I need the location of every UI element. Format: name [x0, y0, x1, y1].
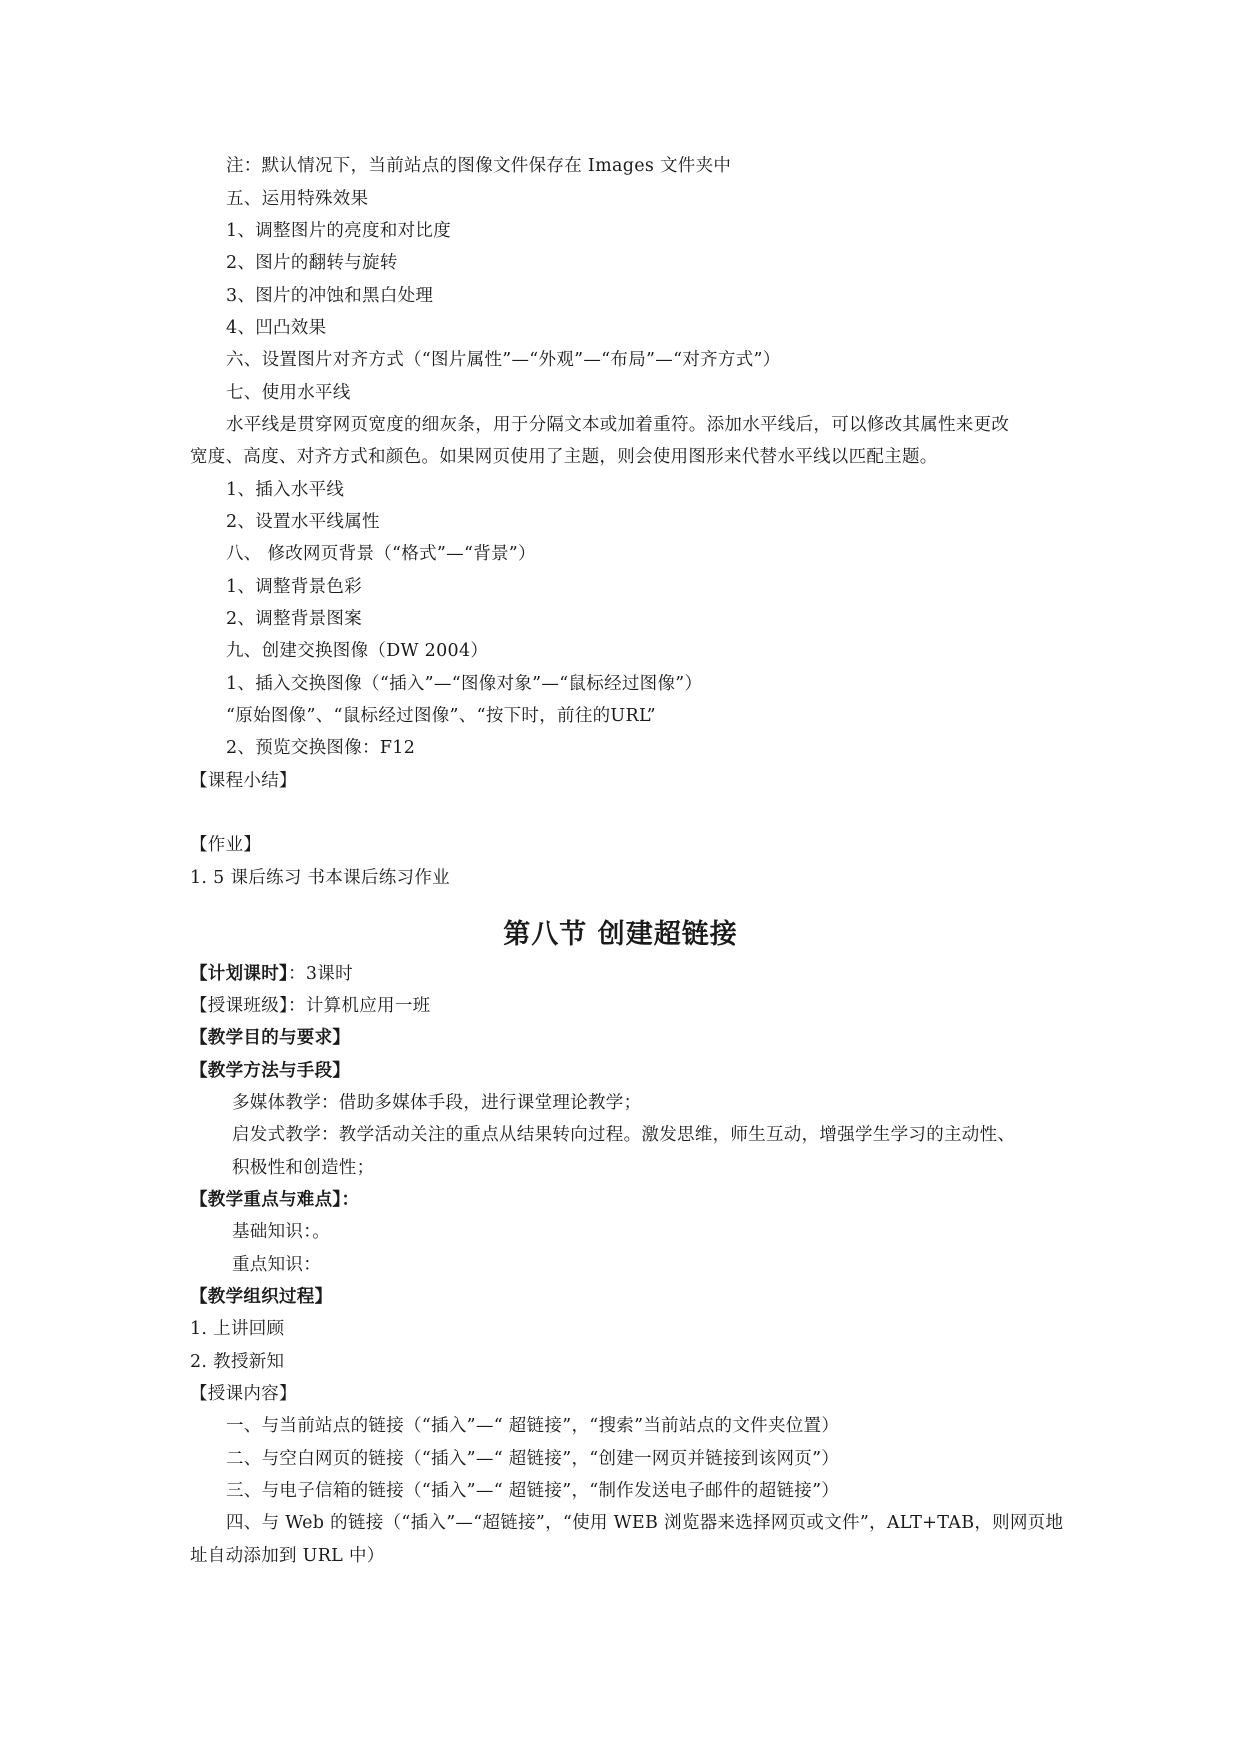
content-item-cont: 址自动添加到 URL 中）	[190, 1546, 385, 1566]
paragraph-line: 水平线是贯穿网页宽度的细灰条，用于分隔文本或加着重符。添加水平线后，可以修改其属性来更改	[226, 415, 1010, 435]
content-item: 二、与空白网页的链接（“插入”—“ 超链接”，“创建一网页并链接到该网页”）	[226, 1449, 840, 1469]
plan-label: 【计划课时】	[190, 964, 289, 984]
list-item: 4、凹凸效果	[226, 318, 327, 338]
list-item: 2、预览交换图像：F12	[226, 738, 416, 758]
heading-special-effects: 五、运用特殊效果	[226, 189, 369, 209]
process-item: 2. 教授新知	[190, 1352, 285, 1372]
key-points-line	[190, 1189, 359, 1211]
content-heading: 【授课内容】	[190, 1384, 297, 1404]
list-item: 2、设置水平线属性	[226, 512, 380, 532]
homework-heading: 【作业】	[190, 835, 262, 855]
process-heading: 【教学组织过程】	[190, 1287, 333, 1307]
note-line: 注：默认情况下，当前站点的图像文件保存在 Images 文件夹中	[226, 156, 732, 176]
heading-background: 八、 修改网页背景（“格式”—“背景”）	[226, 544, 536, 564]
homework-item: 1. 5 课后练习 书本课后练习作业	[190, 868, 450, 888]
key-knowledge: 重点知识：	[232, 1255, 321, 1275]
heading-horizontal-line: 七、使用水平线	[226, 383, 351, 403]
method-item: 积极性和创造性；	[232, 1158, 375, 1178]
plan-value: ：3课时	[288, 964, 353, 984]
list-item: 2、调整背景图案	[226, 609, 363, 629]
list-item: 1、插入水平线	[226, 480, 345, 500]
content-item: 四、与 Web 的链接（“插入”—“超链接”，“使用 WEB 浏览器来选择网页或文件”，ALT+TAB，则网页地	[226, 1513, 1064, 1533]
process-item: 1. 上讲回顾	[190, 1319, 285, 1339]
content-item: 一、与当前站点的链接（“插入”—“ 超链接”，“搜索”当前站点的文件夹位置）	[226, 1416, 840, 1436]
list-item: 1、调整图片的亮度和对比度	[226, 221, 452, 241]
list-item: “原始图像”、“鼠标经过图像”、“按下时，前往的URL”	[226, 706, 656, 726]
list-item: 3、图片的冲蚀和黑白处理	[226, 286, 434, 306]
list-item: 1、调整背景色彩	[226, 577, 363, 597]
basic-knowledge: 基础知识：。	[232, 1222, 331, 1242]
content-item: 三、与电子信箱的链接（“插入”—“ 超链接”，“制作发送电子邮件的超链接”）	[226, 1481, 840, 1501]
class-line: 【授课班级】：计算机应用一班	[190, 996, 431, 1016]
summary-heading: 【课程小结】	[190, 771, 297, 791]
key-points-label: 【教学重点与难点】	[190, 1190, 342, 1210]
paragraph-line: 宽度、高度、对齐方式和颜色。如果网页使用了主题，则会使用图形来代替水平线以匹配主题。	[190, 447, 938, 467]
goals-heading: 【教学目的与要求】	[190, 1028, 351, 1048]
method-item: 多媒体教学：借助多媒体手段，进行课堂理论教学；	[232, 1093, 642, 1113]
list-item: 1、插入交换图像（“插入”—“图像对象”—“鼠标经过图像”）	[226, 674, 703, 694]
plan-hours-line	[190, 963, 353, 985]
heading-image-align: 六、设置图片对齐方式（“图片属性”—“外观”—“布局”—“对齐方式”）	[226, 350, 781, 370]
key-points-colon: ：	[341, 1190, 360, 1210]
section-title: 第八节 创建超链接	[503, 919, 738, 950]
methods-heading: 【教学方法与手段】	[190, 1061, 351, 1081]
list-item: 2、图片的翻转与旋转	[226, 253, 398, 273]
heading-rollover: 九、创建交换图像（DW 2004）	[226, 641, 489, 661]
method-item: 启发式教学：教学活动关注的重点从结果转向过程。激发思维，师生互动，增强学生学习的主动性、	[232, 1125, 1016, 1145]
